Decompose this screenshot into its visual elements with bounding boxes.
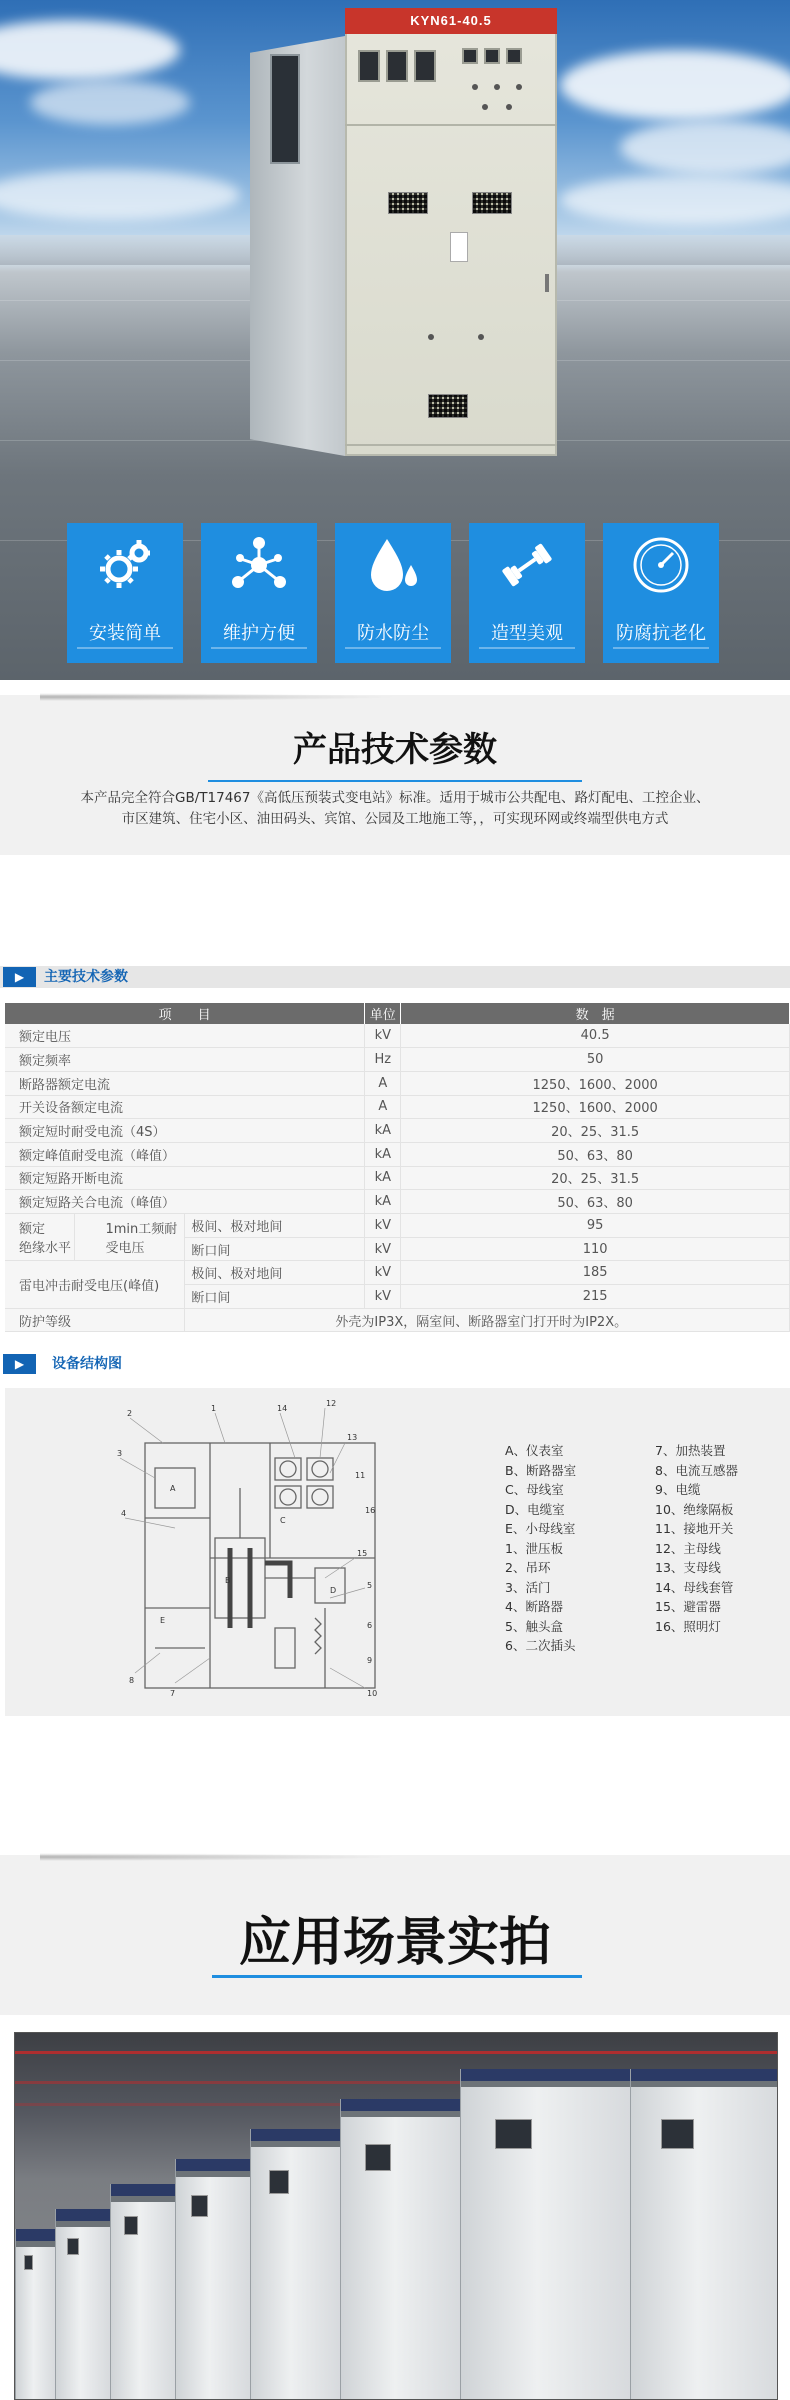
param-subname: 断口间 (185, 1285, 365, 1309)
photo-cabinet-window (24, 2255, 33, 2270)
photo-cabinet-window (495, 2119, 532, 2149)
param-name: 断路器额定电流 (5, 1071, 365, 1095)
title-underline (212, 1975, 582, 1978)
callout-label: B (225, 1576, 231, 1585)
vent-grille (472, 192, 512, 214)
callout-label: 14 (277, 1404, 288, 1413)
gauge-icon (631, 535, 691, 595)
param-unit: kA (365, 1166, 401, 1190)
callout-label: 3 (117, 1449, 123, 1458)
water-drop-icon (363, 535, 423, 595)
param-unit: kV (365, 1285, 401, 1309)
param-value: 1250、1600、2000 (401, 1071, 790, 1095)
param-value: 185 (401, 1261, 790, 1285)
param-value: 50 (401, 1048, 790, 1072)
meter-window (386, 50, 408, 82)
legend-item: 15、避雷器 (655, 1599, 721, 1614)
door-nameplate (450, 232, 468, 262)
param-name: 开关设备额定电流 (5, 1095, 365, 1119)
application-photo (14, 2032, 778, 2400)
intro-line: 本产品完全符合GB/T17467《高低压预装式变电站》标准。适用于城市公共配电、路灯配电、工控企业、 (80, 790, 710, 806)
title-underline (208, 780, 582, 782)
tech-params-table (5, 1003, 790, 1332)
param-value: 110 (401, 1237, 790, 1261)
param-value: 215 (401, 1285, 790, 1309)
legend-item: 16、照明灯 (655, 1618, 721, 1634)
callout-label: E (160, 1616, 166, 1625)
gears-icon (95, 535, 155, 595)
legend-item: C、母线室 (505, 1482, 564, 1497)
section-label: 设备结构图 (52, 1356, 122, 1372)
feature-label: 防水防尘 (357, 623, 429, 644)
legend-item: A、仪表室 (505, 1443, 564, 1458)
feature-label: 安装简单 (89, 623, 161, 644)
param-value: 1250、1600、2000 (401, 1095, 790, 1119)
photo-cabinet-window (365, 2144, 391, 2171)
hero-banner (0, 0, 790, 680)
meter-window (358, 50, 380, 82)
insulation-group-label (5, 1214, 75, 1261)
cabinet-side-window (270, 54, 300, 164)
callout-label: 13 (347, 1433, 358, 1442)
legend-item: 14、母线套管 (655, 1579, 734, 1595)
param-name: 额定短路关合电流（峰值） (5, 1190, 365, 1214)
photo-cabinet (15, 2229, 55, 2399)
cloud (620, 120, 790, 175)
param-unit: kA (365, 1119, 401, 1143)
param-unit: kV (365, 1214, 401, 1238)
callout-label: 1 (211, 1404, 217, 1413)
callout-label: 4 (121, 1509, 127, 1518)
feature-card (603, 523, 719, 663)
scene-title: 应用场景实拍 (238, 1913, 551, 1973)
switchgear-cabinet (250, 4, 560, 459)
table-header-row (5, 1003, 790, 1024)
callout-label: 12 (326, 1399, 337, 1408)
params-section (0, 695, 790, 855)
param-name: 额定短路开断电流 (5, 1166, 365, 1190)
photo-cabinet (250, 2129, 340, 2399)
cloud (30, 80, 190, 125)
param-subname: 极间、极对地间 (185, 1214, 365, 1238)
callout-label: 15 (357, 1549, 368, 1558)
table-row (5, 1119, 790, 1143)
photo-cabinet-window (661, 2119, 694, 2149)
param-name: 额定峰值耐受电流（峰值） (5, 1142, 365, 1166)
legend-item: 12、主母线 (655, 1540, 721, 1556)
param-value: 50、63、80 (401, 1142, 790, 1166)
param-name: 雷电冲击耐受电压(峰值) (5, 1261, 185, 1308)
callout-label: 2 (127, 1409, 133, 1418)
photo-cabinet-window (67, 2238, 79, 2255)
photo-cabinet (175, 2159, 250, 2399)
table-row (5, 1071, 790, 1095)
structure-diagram (115, 1398, 405, 1698)
legend-item: 10、绝缘隔板 (655, 1501, 734, 1517)
callout-label: 16 (365, 1506, 376, 1515)
callout-label: 11 (355, 1471, 366, 1480)
legend-item: 8、电流互感器 (655, 1462, 738, 1478)
feature-list (67, 523, 727, 663)
play-icon: ▶ (3, 1354, 36, 1374)
table-row (5, 1048, 790, 1072)
diagram-legend-right (655, 1441, 738, 1636)
param-value: 50、63、80 (401, 1190, 790, 1214)
table-row (5, 1142, 790, 1166)
photo-cabinet (340, 2099, 460, 2399)
param-unit: kA (365, 1142, 401, 1166)
indicator-window (484, 48, 500, 64)
legend-item: 2、吊环 (505, 1560, 551, 1575)
legend-item: 7、加热装置 (655, 1443, 726, 1458)
photo-cabinet (55, 2209, 110, 2399)
photo-cabinet-window (124, 2216, 138, 2235)
diagram-legend-left (505, 1441, 576, 1656)
callout-label: 9 (367, 1656, 373, 1665)
callout-label: 6 (367, 1621, 373, 1630)
param-name: 1min工频耐受电压 (75, 1214, 185, 1261)
photo-cabinet (460, 2069, 630, 2399)
indicator-window (506, 48, 522, 64)
cloud (560, 50, 790, 120)
cloud (0, 20, 180, 80)
photo-cabinet (110, 2184, 175, 2399)
feature-label: 维护方便 (223, 623, 295, 644)
photo-cabinet-window (191, 2195, 208, 2217)
feature-label: 防腐抗老化 (616, 623, 706, 644)
callout-label: 7 (170, 1689, 176, 1698)
param-unit: A (365, 1095, 401, 1119)
feature-card (469, 523, 585, 663)
callout-label: D (330, 1586, 337, 1595)
param-unit: kV (365, 1024, 401, 1048)
section-header-structure (0, 1353, 790, 1375)
param-subname: 极间、极对地间 (185, 1261, 365, 1285)
table-row (5, 1261, 790, 1285)
callout-label: 5 (367, 1581, 373, 1590)
section-header-main-params (0, 966, 790, 988)
table-row (5, 1166, 790, 1190)
legend-item: 1、泄压板 (505, 1540, 563, 1556)
cloud (0, 170, 240, 220)
molecule-icon (229, 535, 289, 595)
legend-item: 11、接地开关 (655, 1521, 734, 1536)
legend-item: 5、触头盒 (505, 1618, 563, 1634)
legend-item: 13、支母线 (655, 1560, 721, 1575)
column-header: 数 据 (401, 1003, 790, 1024)
legend-item: E、小母线室 (505, 1521, 576, 1536)
feature-card (201, 523, 317, 663)
table-row (5, 1214, 790, 1238)
param-unit: kV (365, 1237, 401, 1261)
table-row (5, 1190, 790, 1214)
photo-cabinet (630, 2069, 778, 2399)
table-row (5, 1024, 790, 1048)
structure-diagram-panel (5, 1388, 790, 1716)
feature-card (67, 523, 183, 663)
callout-label: 10 (367, 1689, 378, 1698)
param-subname: 断口间 (185, 1237, 365, 1261)
legend-item: 3、活门 (505, 1579, 551, 1595)
param-unit: kA (365, 1190, 401, 1214)
param-unit: A (365, 1071, 401, 1095)
feature-label: 造型美观 (491, 623, 563, 644)
photo-cabinet-window (269, 2170, 289, 2194)
table-row (5, 1095, 790, 1119)
group-label-line: 绝缘水平 (19, 1241, 72, 1257)
param-value: 40.5 (401, 1024, 790, 1048)
product-intro (30, 788, 760, 830)
dumbbell-icon (497, 535, 557, 595)
legend-item: 4、断路器 (505, 1599, 563, 1614)
cabinet-label: KYN61-40.5 (345, 8, 557, 34)
param-name: 额定频率 (5, 1048, 365, 1072)
door-handle (545, 274, 549, 292)
callout-label: A (170, 1484, 176, 1493)
param-name: 额定短时耐受电流（4S） (5, 1119, 365, 1143)
column-header: 单位 (365, 1003, 401, 1024)
vent-grille (388, 192, 428, 214)
param-value: 95 (401, 1214, 790, 1238)
legend-item: 6、二次插头 (505, 1638, 576, 1653)
params-title: 产品技术参数 (293, 730, 497, 770)
play-icon: ▶ (3, 967, 36, 987)
intro-line: 市区建筑、住宅小区、油田码头、宾馆、公园及工地施工等，，可实现环网或终端型供电方式 (121, 811, 669, 827)
section-label: 主要技术参数 (44, 969, 128, 985)
feature-card (335, 523, 451, 663)
legend-item: 9、电缆 (655, 1482, 701, 1497)
legend-item: D、电缆室 (505, 1501, 565, 1517)
legend-item: B、断路器室 (505, 1462, 577, 1478)
param-unit: Hz (365, 1048, 401, 1072)
group-label-line: 额定 (19, 1222, 46, 1238)
table-row (5, 1308, 790, 1332)
meter-window (414, 50, 436, 82)
vent-grille (428, 394, 468, 418)
indicator-window (462, 48, 478, 64)
param-name: 额定电压 (5, 1024, 365, 1048)
param-value: 外壳为IP3X，隔室间、断路器室门打开时为IP2X。 (185, 1308, 790, 1332)
callout-label: C (280, 1516, 286, 1525)
param-unit: kV (365, 1261, 401, 1285)
callout-label: 8 (129, 1676, 135, 1685)
param-value: 20、25、31.5 (401, 1119, 790, 1143)
param-value: 20、25、31.5 (401, 1166, 790, 1190)
param-name: 防护等级 (5, 1308, 185, 1332)
column-header: 项 目 (5, 1003, 365, 1024)
cloud (560, 175, 790, 225)
